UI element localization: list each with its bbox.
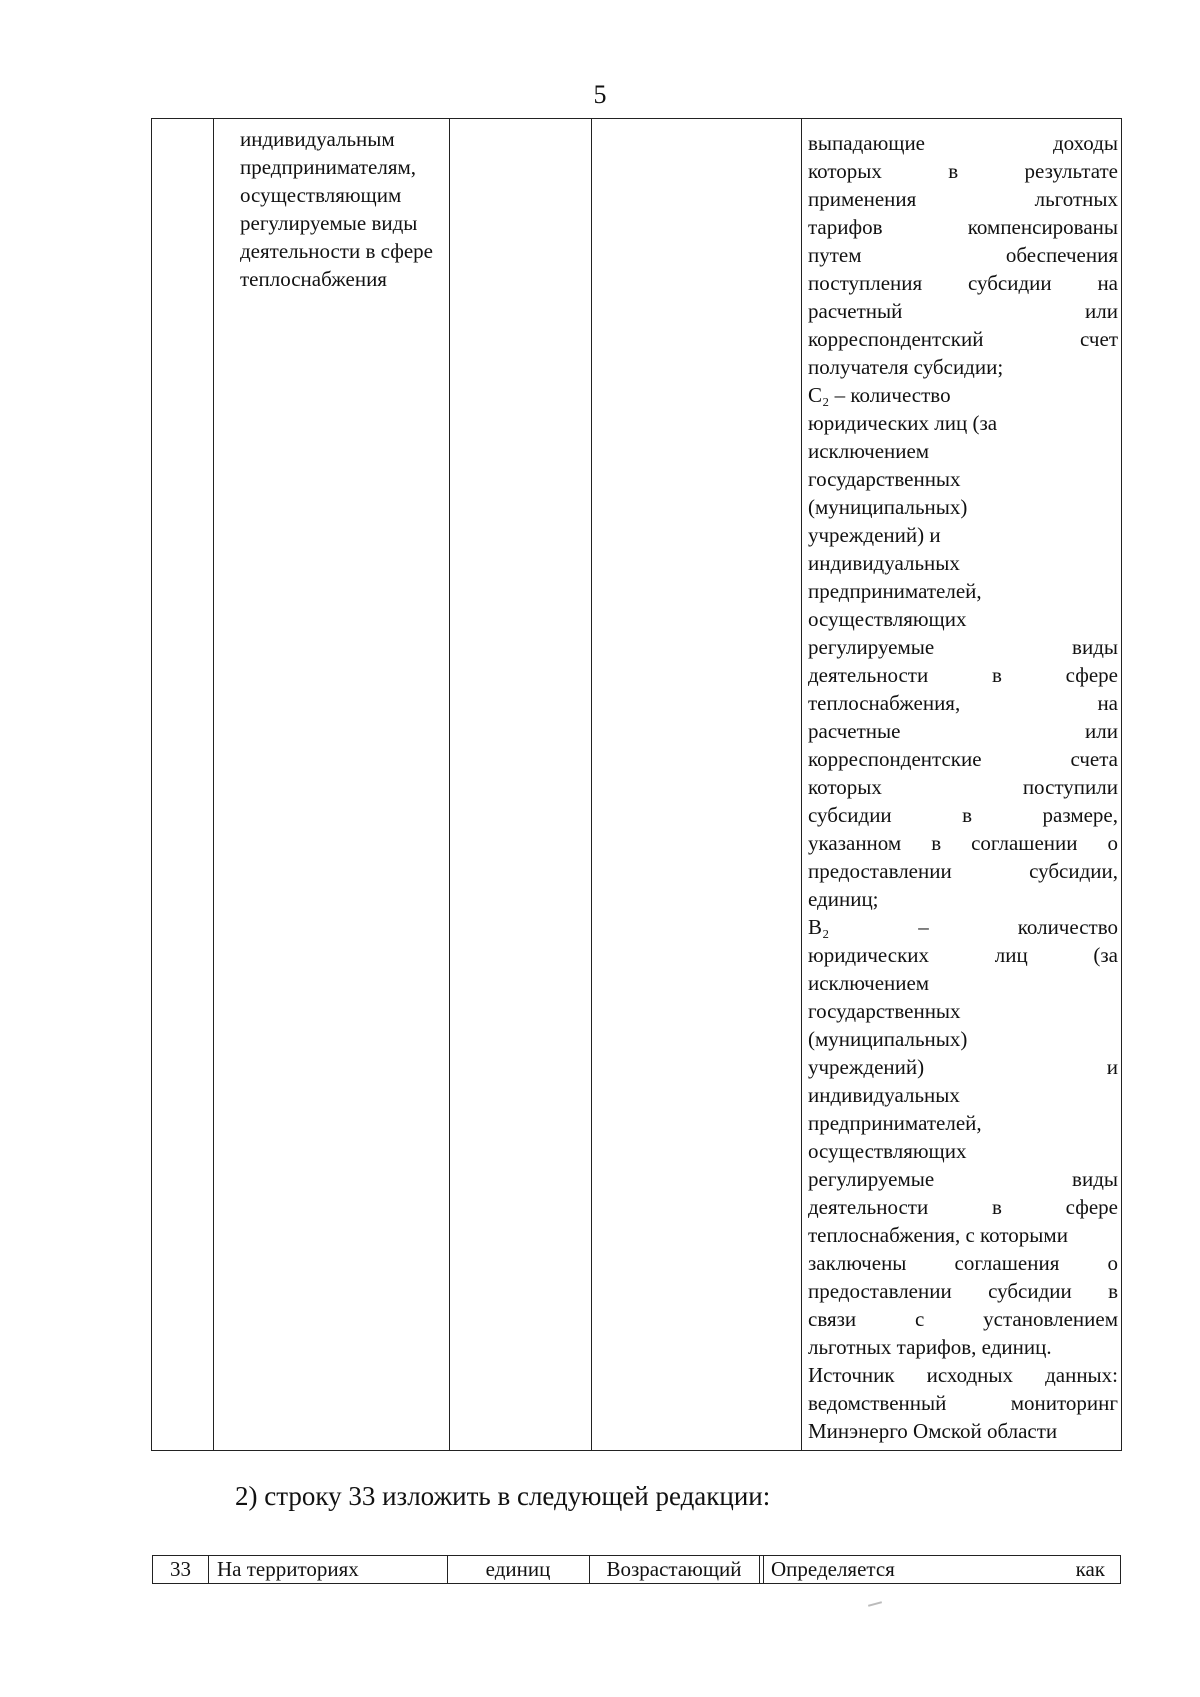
text-line: предпринимателей, bbox=[808, 1111, 982, 1135]
text-line: B₂ – количество bbox=[808, 915, 1118, 939]
text-line: заключены соглашения о bbox=[808, 1251, 1118, 1275]
text-line: государственных bbox=[808, 999, 961, 1023]
table-column-divider bbox=[449, 119, 450, 1450]
indicator-name-cell: На территориях bbox=[217, 1557, 359, 1581]
table-column-divider bbox=[208, 1556, 209, 1583]
text-line: деятельности в сфере bbox=[808, 1195, 1118, 1219]
text-line: Минэнерго Омской области bbox=[808, 1419, 1058, 1443]
text-line: исключением bbox=[808, 971, 930, 995]
row-number-cell: 33 bbox=[170, 1557, 191, 1581]
text-line: Источник исходных данных: bbox=[808, 1363, 1118, 1387]
text-line: юридических лиц (за bbox=[808, 411, 998, 435]
table-column-divider bbox=[591, 119, 592, 1450]
text-line: учреждений) и bbox=[808, 1055, 1118, 1079]
method-cell-left: Определяется bbox=[771, 1557, 895, 1581]
text-line: предпринимателям, bbox=[240, 155, 417, 179]
text-line: теплоснабжения, на bbox=[808, 691, 1118, 715]
text-line: регулируемые виды bbox=[240, 211, 418, 235]
text-line: расчетный или bbox=[808, 299, 1118, 323]
scan-mark bbox=[868, 1601, 882, 1607]
text-line: льготных тарифов, единиц. bbox=[808, 1335, 1052, 1359]
text-line: (муниципальных) bbox=[808, 495, 968, 519]
text-line: учреждений) и bbox=[808, 523, 941, 547]
table-column-divider bbox=[759, 1556, 760, 1583]
text-line: тарифов компенсированы bbox=[808, 215, 1118, 239]
method-cell-right: как bbox=[1075, 1557, 1105, 1581]
text-line: теплоснабжения, с которыми bbox=[808, 1223, 1068, 1247]
amendment-instruction: 2) строку 33 изложить в следующей редакции: bbox=[235, 1481, 771, 1511]
text-line: которых в результате bbox=[808, 159, 1118, 183]
text-line: корреспондентский счет bbox=[808, 327, 1118, 351]
text-line: ведомственный мониторинг bbox=[808, 1391, 1118, 1415]
calculation-method-cell bbox=[808, 129, 1118, 1445]
text-line: осуществляющих bbox=[808, 607, 967, 631]
text-line: регулируемые виды bbox=[808, 635, 1118, 659]
text-line: предоставлении субсидии в bbox=[808, 1279, 1118, 1303]
text-line: получателя субсидии; bbox=[808, 355, 1004, 379]
text-line: применения льготных bbox=[808, 187, 1118, 211]
text-line: поступления субсидии на bbox=[808, 271, 1118, 295]
text-line: C₂ – количество bbox=[808, 383, 951, 407]
text-line: которых поступили bbox=[808, 775, 1118, 799]
text-line: деятельности в сфере bbox=[808, 663, 1118, 687]
text-line: юридических лиц (за bbox=[808, 943, 1118, 967]
text-line: регулируемые виды bbox=[808, 1167, 1118, 1191]
table-column-divider bbox=[213, 119, 214, 1450]
text-line: исключением bbox=[808, 439, 930, 463]
text-line: корреспондентские счета bbox=[808, 747, 1118, 771]
indicator-name-cell bbox=[240, 125, 470, 293]
page-number: 5 bbox=[593, 80, 607, 109]
text-line: единиц; bbox=[808, 887, 879, 911]
text-line: осуществляющим bbox=[240, 183, 402, 207]
text-line: субсидии в размере, bbox=[808, 803, 1118, 827]
text-line: связи с установлением bbox=[808, 1307, 1118, 1331]
unit-cell: единиц bbox=[485, 1557, 551, 1581]
trend-cell: Возрастающий bbox=[606, 1557, 742, 1581]
text-line: государственных bbox=[808, 467, 961, 491]
table-row-33 bbox=[152, 1555, 1121, 1584]
table-column-divider bbox=[801, 119, 802, 1450]
text-line: расчетные или bbox=[808, 719, 1118, 743]
text-line: осуществляющих bbox=[808, 1139, 967, 1163]
text-line: путем обеспечения bbox=[808, 243, 1118, 267]
text-line: деятельности в сфере bbox=[240, 239, 433, 263]
indicator-table-continued bbox=[151, 118, 1122, 1451]
text-line: указанном в соглашении о bbox=[808, 831, 1118, 855]
text-line: (муниципальных) bbox=[808, 1027, 968, 1051]
text-line: индивидуальных bbox=[808, 1083, 960, 1107]
text-line: выпадающие доходы bbox=[808, 131, 1118, 155]
text-line: предоставлении субсидии, bbox=[808, 859, 1118, 883]
text-line: предпринимателей, bbox=[808, 579, 982, 603]
text-line: индивидуальным bbox=[240, 127, 395, 151]
text-line: теплоснабжения bbox=[240, 267, 387, 291]
text-line: индивидуальных bbox=[808, 551, 960, 575]
